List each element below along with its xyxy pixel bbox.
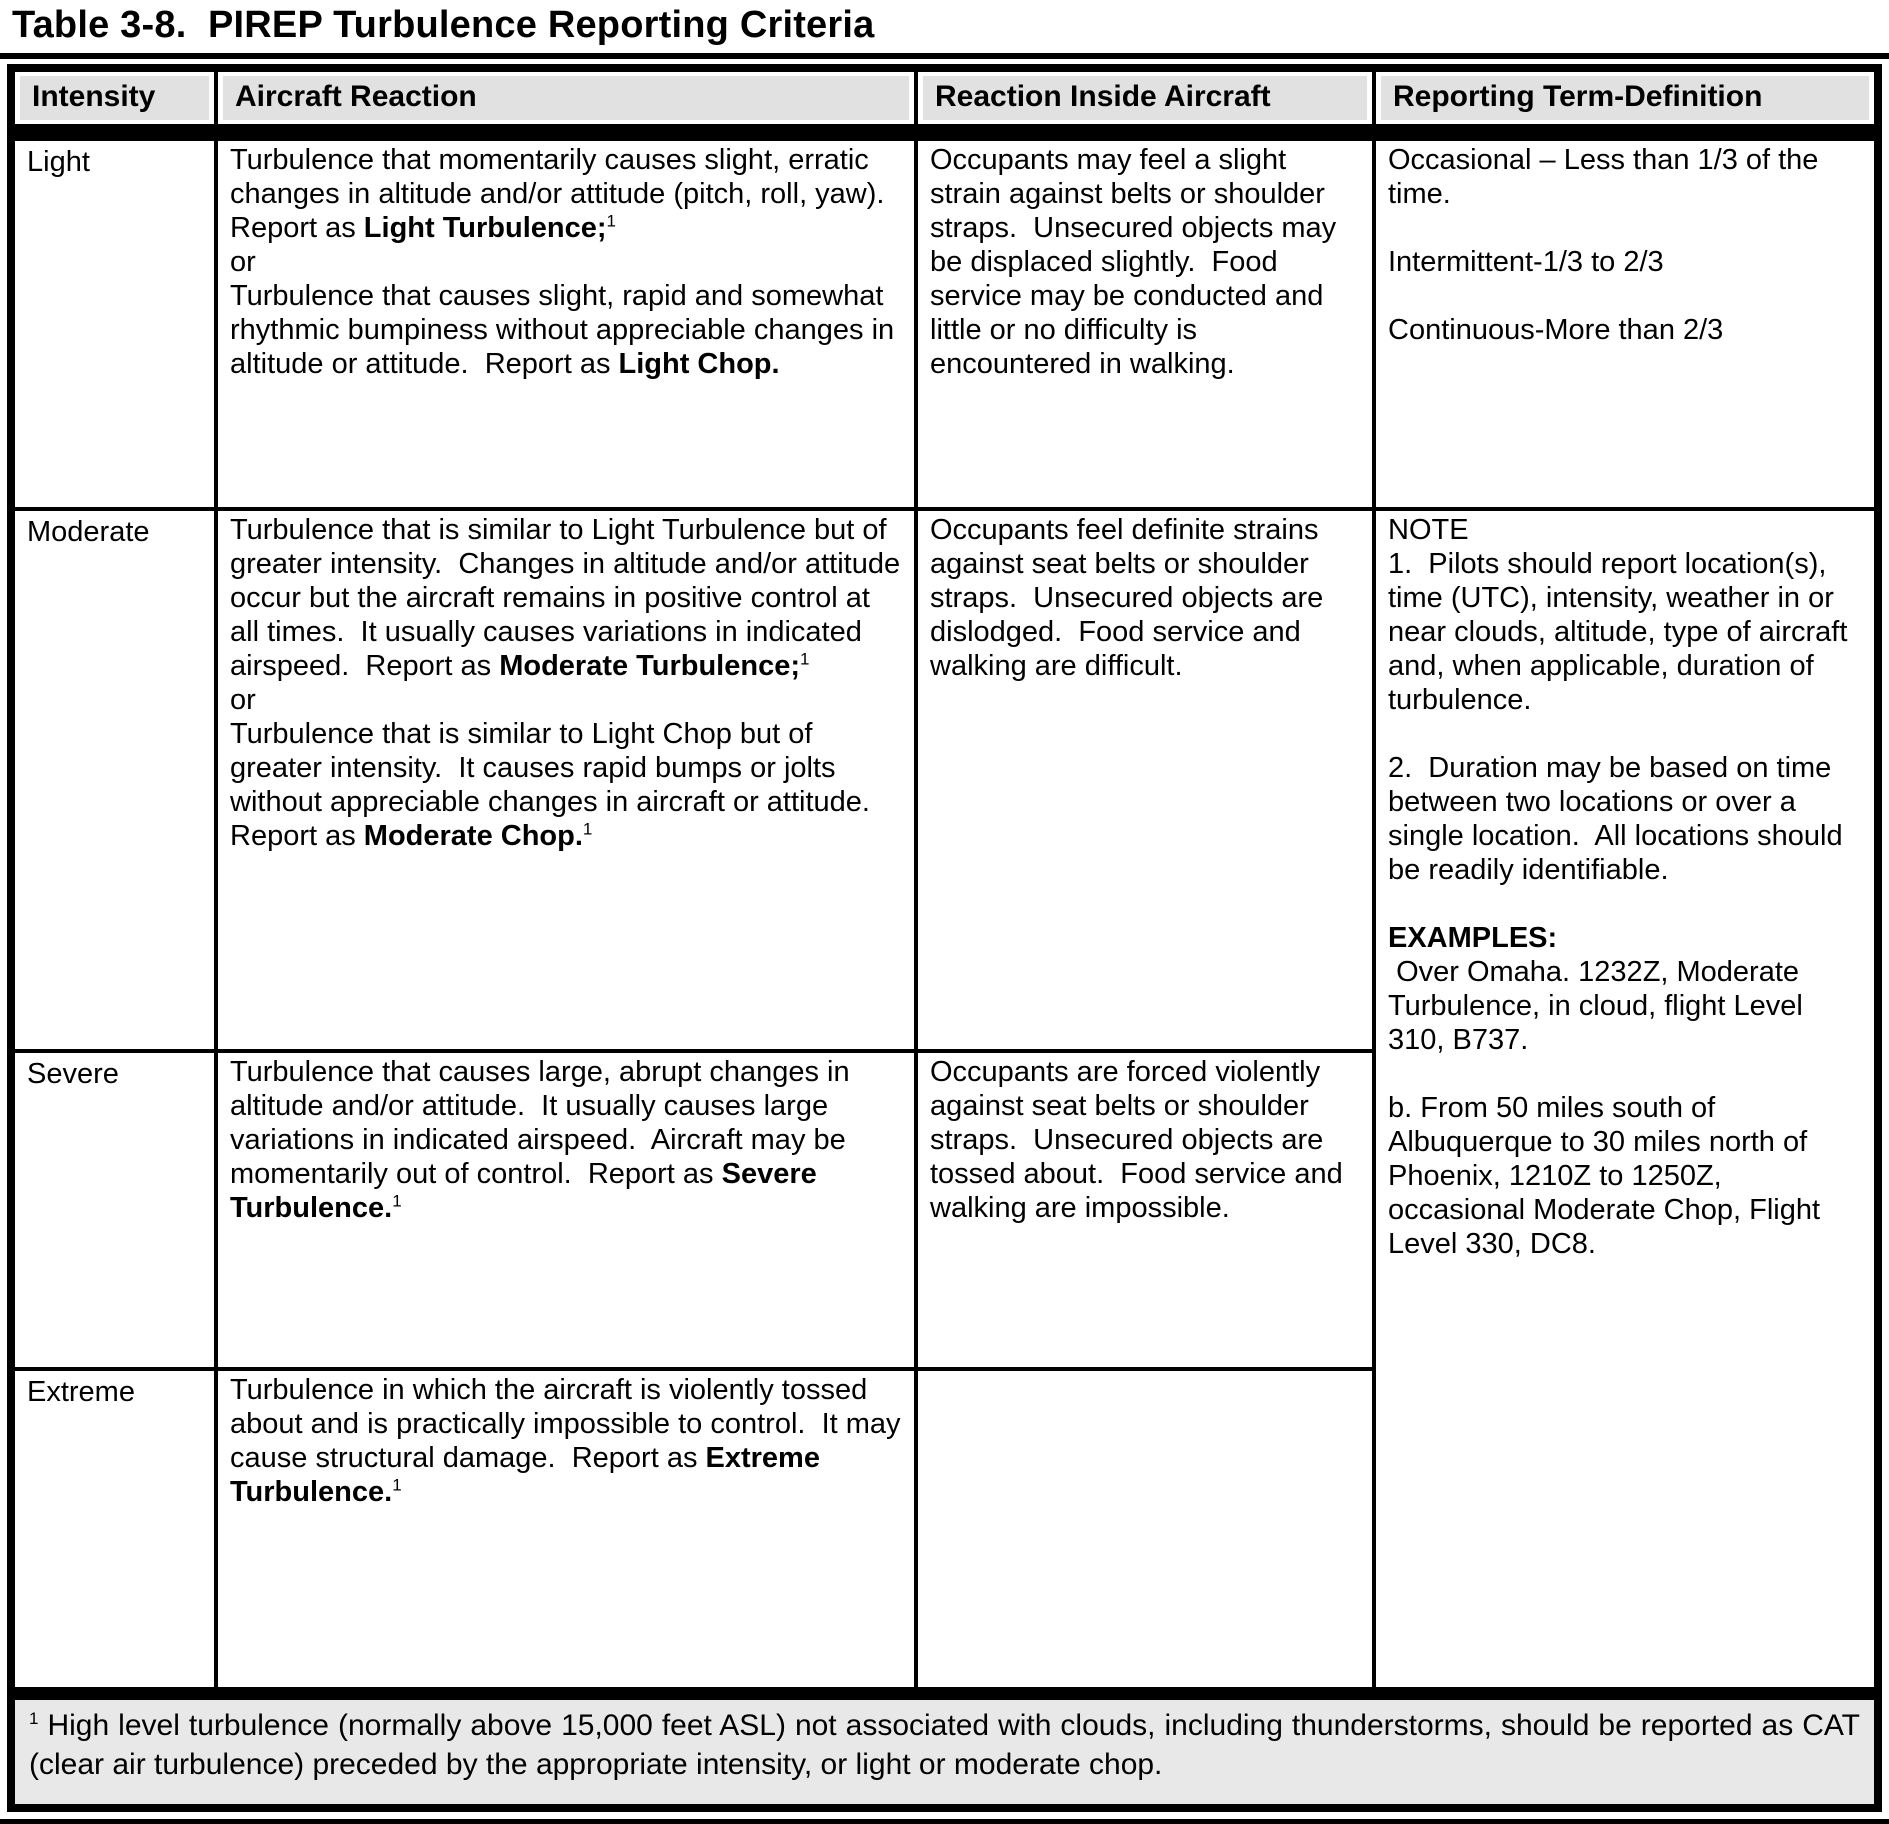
- paragraph: Intermittent-1/3 to 2/3: [1388, 246, 1664, 278]
- reporting-term-note-cell: [1374, 509, 1878, 1694]
- intensity-cell-severe: Severe: [11, 1051, 216, 1369]
- aircraft-reaction-cell-severe: [216, 1051, 916, 1369]
- aircraft-reaction-cell-extreme: [216, 1369, 916, 1694]
- paragraph: Turbulence in which the aircraft is violently tossed about and is practically impossible to control. It may cause structural damage. Report as Extreme Turbulence.$^1$: [230, 1374, 909, 1508]
- header-intensity: [11, 68, 216, 133]
- aircraft-reaction-cell-moderate: [216, 509, 916, 1051]
- footnote-row: [11, 1694, 1878, 1809]
- paragraph: 1. Pilots should report location(s), time (UTC), intensity, weather in or near clouds, altitude, type of aircraft and, when applicable, duration of turbulence.: [1388, 548, 1856, 716]
- paragraph: $^1$ High level turbulence (normally above 15,000 feet ASL) not associated with clouds, including thunderstorms, should be reported as CAT (clear air turbulence) preceded by the appropriate intensity, or light or moderate chop.: [29, 1709, 1869, 1781]
- header-intensity-label: Intensity: [20, 76, 209, 120]
- paragraph: Occupants are forced violently against seat belts or shoulder straps. Unsecured objects are tossed about. Food service and walking are impossible.: [930, 1056, 1351, 1224]
- header-reaction-inside-aircraft-label: Reaction Inside Aircraft: [923, 76, 1367, 120]
- header-reporting-term-definition: [1374, 68, 1878, 133]
- paragraph: Occupants feel definite strains against seat belts or shoulder straps. Unsecured objects are dislodged. Food service and walking are difficult.: [930, 514, 1332, 682]
- paragraph: Over Omaha. 1232Z, Moderate Turbulence, in cloud, flight Level 310, B737.: [1388, 956, 1811, 1056]
- reporting-term-cell-light: [1374, 133, 1878, 510]
- reaction-inside-cell-moderate: [916, 509, 1374, 1051]
- paragraph: or: [230, 246, 256, 278]
- header-row: [11, 68, 1878, 133]
- paragraph: EXAMPLES:: [1388, 922, 1558, 954]
- footnote-cell: [11, 1694, 1878, 1809]
- paragraph: Occasional – Less than 1/3 of the time.: [1388, 144, 1827, 210]
- paragraph: Turbulence that causes slight, rapid and somewhat rhythmic bumpiness without appreciable changes in altitude or attitude. Report as Light Chop.: [230, 280, 903, 380]
- header-reporting-term-definition-label: Reporting Term-Definition: [1381, 76, 1869, 120]
- paragraph: Turbulence that momentarily causes slight, erratic changes in altitude and/or attitude (pitch, roll, yaw). Report as Light Turbulence;$^1$: [230, 144, 901, 244]
- paragraph: [1388, 279, 1864, 313]
- paragraph: Turbulence that is similar to Light Chop but of greater intensity. It causes rapid bumps or jolts without appreciable changes in aircraft or attitude. Report as Moderate Chop.$^1$: [230, 718, 887, 852]
- row-light: [11, 133, 1878, 510]
- reaction-inside-cell-light: [916, 133, 1374, 510]
- aircraft-reaction-cell-light: [216, 133, 916, 510]
- reaction-inside-cell-severe: [916, 1051, 1374, 1369]
- bottom-double-rule: [0, 1819, 1889, 1824]
- paragraph: [1388, 717, 1864, 751]
- intensity-cell-moderate: Moderate: [11, 509, 216, 1051]
- reaction-inside-cell-extreme-empty: [916, 1369, 1374, 1694]
- paragraph: Continuous-More than 2/3: [1388, 314, 1724, 346]
- header-aircraft-reaction-label: Aircraft Reaction: [223, 76, 909, 120]
- row-moderate: [11, 509, 1878, 1051]
- paragraph: [1388, 211, 1864, 245]
- intensity-cell-light: Light: [11, 133, 216, 510]
- intensity-cell-extreme: Extreme: [11, 1369, 216, 1694]
- paragraph: b. From 50 miles south of Albuquerque to 30 miles north of Phoenix, 1210Z to 1250Z, occasional Moderate Chop, Flight Level 330, DC8.: [1388, 1092, 1829, 1260]
- pirep-turbulence-table: [7, 64, 1882, 1812]
- table-title: Table 3-8. PIREP Turbulence Reporting Criteria: [0, 0, 1889, 59]
- paragraph: [1388, 1057, 1864, 1091]
- paragraph: [1388, 887, 1864, 921]
- paragraph: NOTE: [1388, 514, 1469, 546]
- paragraph: 2. Duration may be based on time between two locations or over a single location. All locations should be readily identifiable.: [1388, 752, 1851, 886]
- paragraph: Turbulence that causes large, abrupt changes in altitude and/or attitude. It usually causes large variations in indicated airspeed. Aircraft may be momentarily out of control. Report as Severe Turbulence.$^1$: [230, 1056, 858, 1224]
- paragraph: Occupants may feel a slight strain against belts or shoulder straps. Unsecured objects may be displaced slightly. Food service may be conducted and little or no difficulty is encountered in walking.: [930, 144, 1345, 380]
- paragraph: Turbulence that is similar to Light Turbulence but of greater intensity. Changes in altitude and/or attitude occur but the aircraft remains in positive control at all times. It usually causes variations in indicated airspeed. Report as Moderate Turbulence;$^1$: [230, 514, 909, 682]
- header-reaction-inside-aircraft: [916, 68, 1374, 133]
- paragraph: or: [230, 684, 256, 716]
- header-aircraft-reaction: [216, 68, 916, 133]
